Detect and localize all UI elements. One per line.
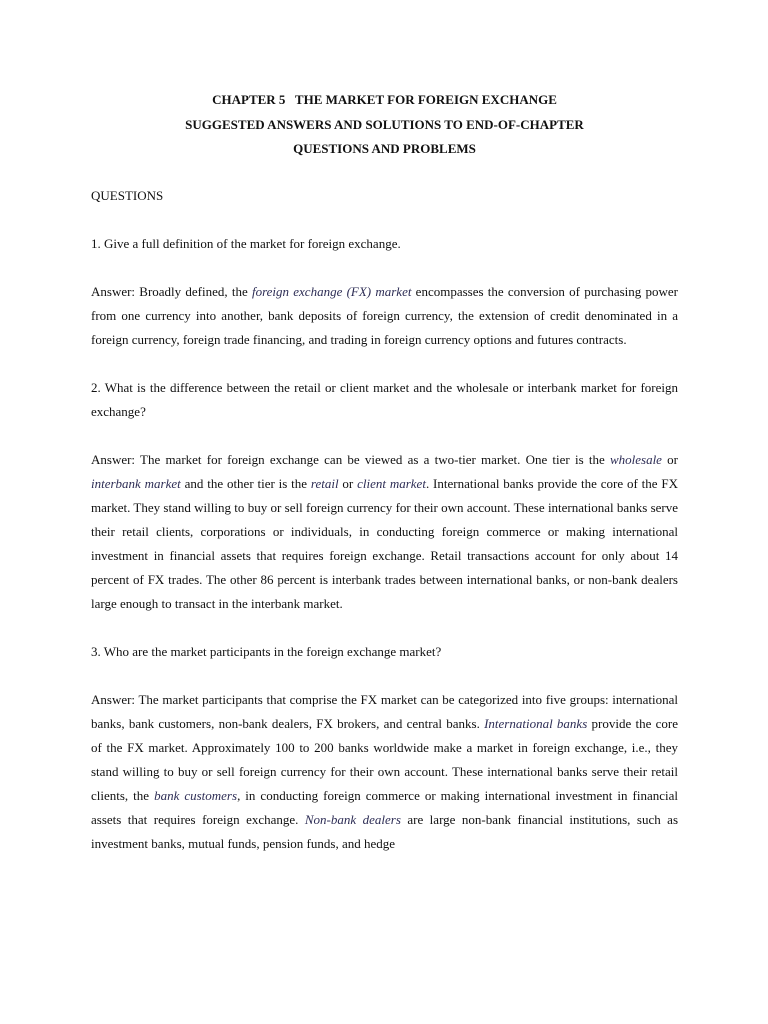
answer-2-text: or bbox=[338, 475, 358, 491]
answer-3-term-international-banks: International banks bbox=[484, 715, 588, 731]
answer-2 bbox=[91, 448, 678, 616]
answer-3-text: Answer: The market participants that comprise the FX market can be categorized into five groups: international banks, bank customers, non-bank dealers, FX brokers, and central banks. bbox=[91, 691, 678, 731]
question-2: 2. What is the difference between the retail or client market and the wholesale or interbank market for foreign exchange? bbox=[91, 379, 678, 419]
question-1: 1. Give a full definition of the market for foreign exchange. bbox=[91, 235, 401, 251]
answer-2-term-interbank: interbank market bbox=[91, 475, 181, 491]
answer-3-term-non-bank-dealers: Non-bank dealers bbox=[304, 811, 401, 827]
answer-2-text: Answer: The market for foreign exchange can be viewed as a two-tier market. One tier is the bbox=[91, 451, 610, 467]
chapter-title: CHAPTER 5 THE MARKET FOR FOREIGN EXCHANGE bbox=[212, 92, 557, 107]
answer-2-term-wholesale: wholesale bbox=[609, 451, 662, 467]
answer-3-text: , in conducting foreign commerce or making international investment in financial assets that requires foreign exchange. bbox=[91, 787, 678, 827]
section-heading: QUESTIONS bbox=[91, 187, 164, 203]
question-3: 3. Who are the market participants in the foreign exchange market? bbox=[91, 643, 442, 659]
document-header bbox=[91, 88, 678, 162]
answer-1-term-fx-market: foreign exchange (FX) market bbox=[251, 283, 412, 299]
answer-2-text: . International banks provide the core of the FX market. They stand willing to buy or sell foreign currency for their own account. These international banks serve their retail clients, corporations or individuals, in conducting foreign commerce or making international investment in financial assets that requires foreign exchange. Retail transactions account for only about 14 percent of FX trades. The other 86 percent is interbank trades between international banks, or non-bank dealers large enough to transact in the interbank market. bbox=[91, 475, 678, 611]
answer-2-text: and the other tier is the bbox=[180, 475, 311, 491]
answer-3-text: provide the core of the FX market. Approximately 100 to 200 banks worldwide make a market in foreign exchange, i.e., they stand willing to buy or sell foreign currency for their own account. These international banks serve their retail clients, the bbox=[91, 715, 679, 803]
answer-3 bbox=[91, 688, 678, 856]
document-page bbox=[91, 88, 678, 856]
answer-3-term-bank-customers: bank customers bbox=[154, 787, 238, 803]
answer-1 bbox=[91, 280, 678, 352]
subtitle-line-2: QUESTIONS AND PROBLEMS bbox=[293, 141, 476, 156]
answer-2-term-client: client market bbox=[357, 475, 426, 491]
answer-2-term-retail: retail bbox=[310, 475, 339, 491]
answer-3-text: are large non-bank financial institutions, such as investment banks, mutual funds, pension funds, and hedge bbox=[91, 811, 679, 851]
subtitle-line-1: SUGGESTED ANSWERS AND SOLUTIONS TO END-OF-CHAPTER bbox=[185, 116, 584, 132]
answer-1-text: encompasses the conversion of purchasing power from one currency into another, bank deposits of foreign currency, the extension of credit denominated in a foreign currency, foreign trade financing, and trading in foreign currency options and futures contracts. bbox=[91, 283, 678, 347]
answer-1-text: Answer: Broadly defined, the bbox=[91, 283, 252, 299]
answer-2-text: or bbox=[661, 451, 678, 467]
